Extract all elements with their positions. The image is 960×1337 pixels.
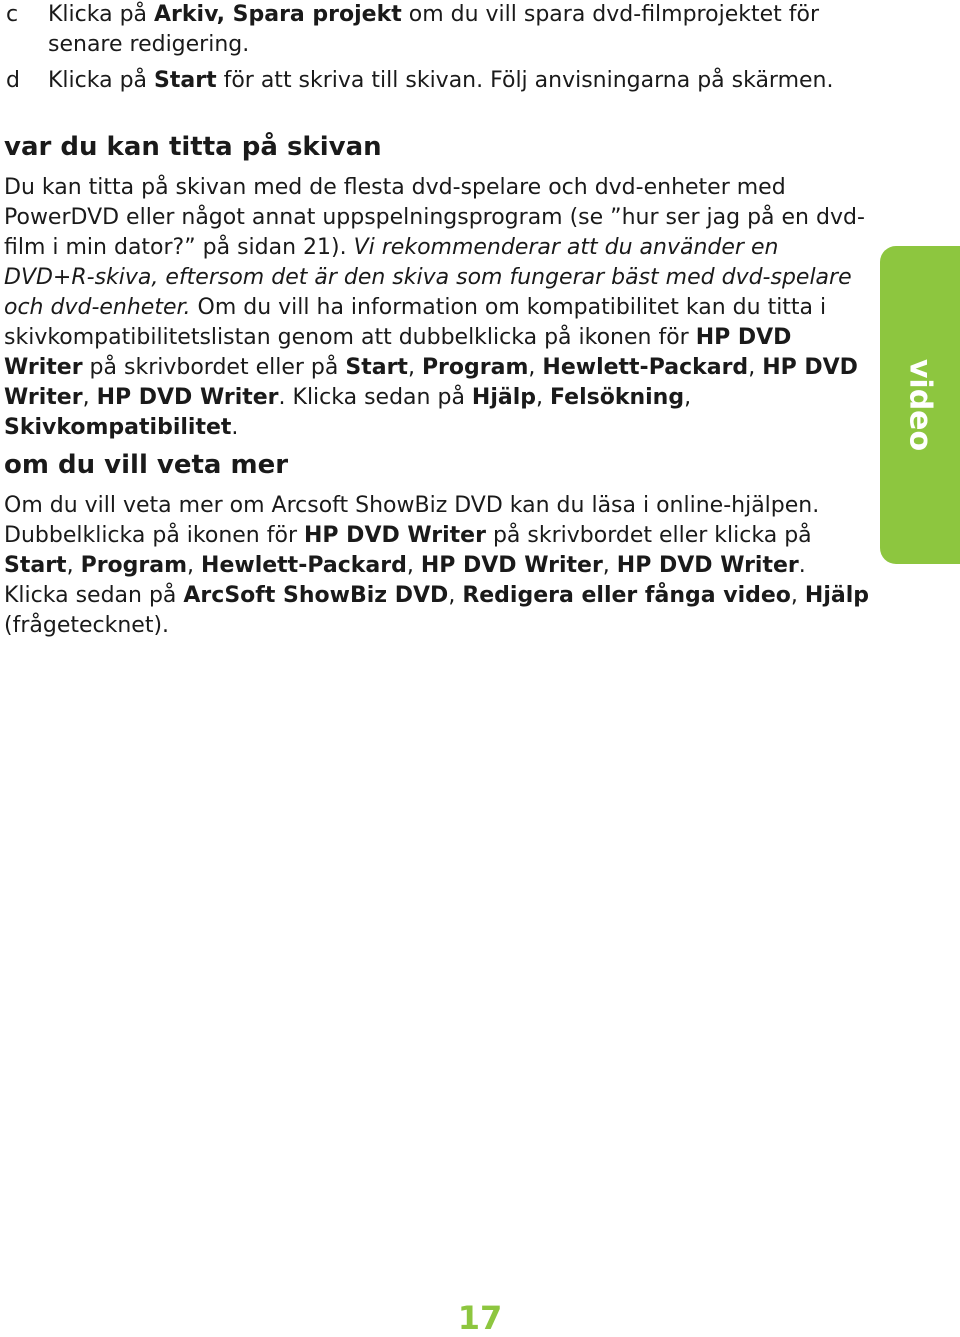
side-tab-label: video [902, 358, 938, 452]
side-tab-video [880, 246, 960, 564]
step-letter: d [6, 68, 20, 93]
step-text: Klicka på Arkiv, Spara projekt om du vill spara dvd-filmprojektet för senare redigering. [48, 2, 819, 57]
page-number: 17 [457, 1299, 503, 1337]
section-paragraph-om-du-vill-veta-mer: Om du vill veta mer om Arcsoft ShowBiz DVD kan du läsa i online-hjälpen. Dubbelklicka på ikonen för HP DVD Writer på skrivbordet eller klicka på Start, Program, Hewlett-Packard, HP DVD Writer, HP DVD Writer. Klicka sedan på ArcSoft ShowBiz DVD, Redigera eller fånga video, Hjälp (frågetecknet). [4, 493, 870, 638]
section-heading-var-du-kan-titta: var du kan titta på skivan [4, 132, 382, 162]
step-c [6, 0, 876, 60]
section-paragraph-var-du-kan-titta: Du kan titta på skivan med de flesta dvd-spelare och dvd-enheter med PowerDVD eller något annat uppspelningsprogram (se ”hur ser jag på en dvd-film i min dator?” på sidan 21). Vi rekommenderar att du använder en DVD+R-skiva, eftersom det är den skiva som fungerar bäst med dvd-spelare och dvd-enheter. Om du vill ha information om kompatibilitet kan du titta i skivkompatibilitetslistan genom att dubbelklicka på ikonen för HP DVD Writer på skrivbordet eller på Start, Program, Hewlett-Packard, HP DVD Writer, HP DVD Writer. Klicka sedan på Hjälp, Felsökning, Skivkompatibilitet. [4, 175, 865, 440]
step-d [6, 66, 876, 96]
step-letter: c [6, 2, 19, 27]
section-heading-om-du-vill-veta-mer: om du vill veta mer [4, 450, 289, 480]
step-text: Klicka på Start för att skriva till skivan. Följ anvisningarna på skärmen. [48, 68, 834, 93]
